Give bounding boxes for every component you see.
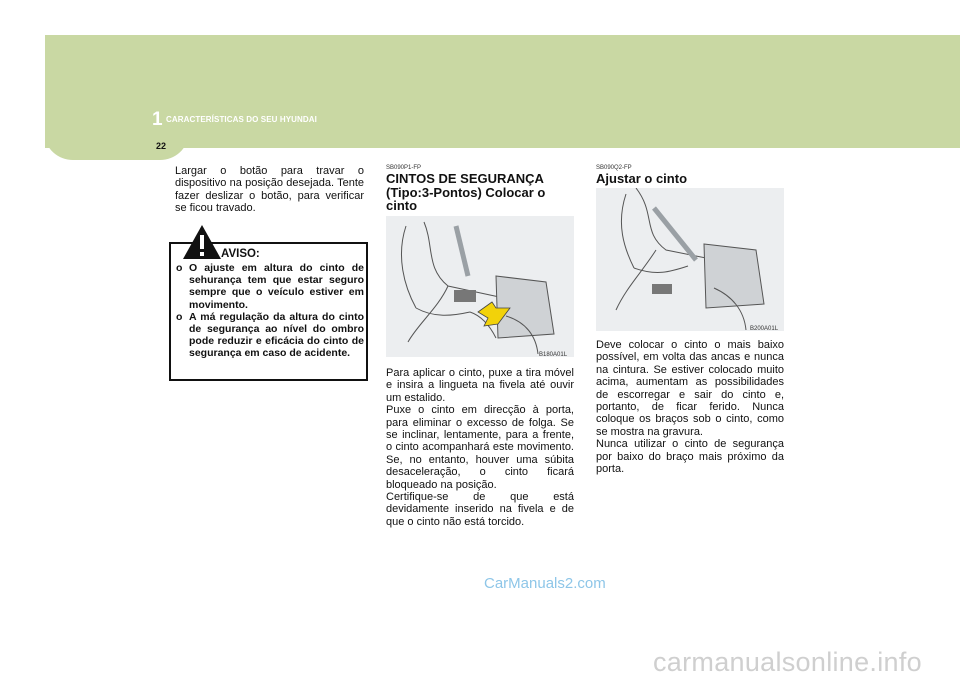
warning-list [176, 262, 364, 360]
footer-watermark: carmanualsonline.info [653, 647, 922, 677]
body-paragraph: Para aplicar o cinto, puxe a tira móvel e insira a lingueta na fivela até ouvir um estalido. Puxe o cinto em direcção à porta, para eliminar o excesso de folga. Se se inclinar, lentamente, para a frente, o cinto acompanhará este movimento. Se, no entanto, houver uma súbita desaceleração, o cinto ficará bloqueado na posição. Certifique-se de que está devidamente inserido na fivela e de que o cinto não está torcido. [386, 367, 574, 528]
section-code: SB090Q2-FP [596, 165, 632, 171]
warning-title: AVISO: [221, 248, 260, 260]
warning-item [176, 311, 364, 360]
page-number: 22 [156, 141, 167, 151]
bullet-marker: o [176, 262, 183, 274]
seatbelt-adjust-illustration [596, 188, 784, 331]
warning-item [176, 262, 364, 311]
page-number-tab [45, 130, 188, 160]
warning-item-text: A má regulação da altura do cinto de segurança ao nível do ombro pode reduzir e eficácia do cinto de segurança em caso de acidente. [189, 310, 364, 360]
seatbelt-fasten-drawing [386, 216, 574, 357]
seatbelt-fasten-illustration [386, 216, 574, 357]
section-title: Ajustar o cinto [596, 171, 688, 186]
figure-code: B200A01L [750, 326, 779, 332]
chapter-title: CARACTERÍSTICAS DO SEU HYUNDAI [166, 115, 318, 124]
intro-paragraph: Largar o botão para travar o dispositivo na posição desejada. Tente fazer deslizar o botão, para verificar se ficou travado. [175, 165, 364, 215]
warning-item-text: O ajuste em altura do cinto de sehurança tem que estar seguro sempre que o veículo estiver em movimento. [189, 262, 364, 311]
chapter-number: 1 [152, 109, 163, 130]
section-code: SB090P1-FP [386, 165, 422, 171]
figure-code: B180A01L [539, 352, 568, 358]
bullet-marker: o [176, 310, 183, 323]
warning-triangle-icon [182, 224, 222, 260]
section-title: CINTOS DE SEGURANÇA (Tipo:3-Pontos) Colocar o cinto [386, 171, 546, 213]
site-watermark: CarManuals2.com [484, 575, 606, 592]
body-paragraph: Deve colocar o cinto o mais baixo possível, em volta das ancas e nunca na cintura. Se estiver colocado muito acima, aumentam as possibilidades de escorregar e sair do cinto e, portanto, de ficar ferido. Nunca coloque os braços sob o cinto, como se mostra na gravura. Nunca utilizar o cinto de segurança por baixo do braço mais próximo da porta. [596, 339, 784, 476]
seatbelt-adjust-drawing [596, 188, 784, 331]
